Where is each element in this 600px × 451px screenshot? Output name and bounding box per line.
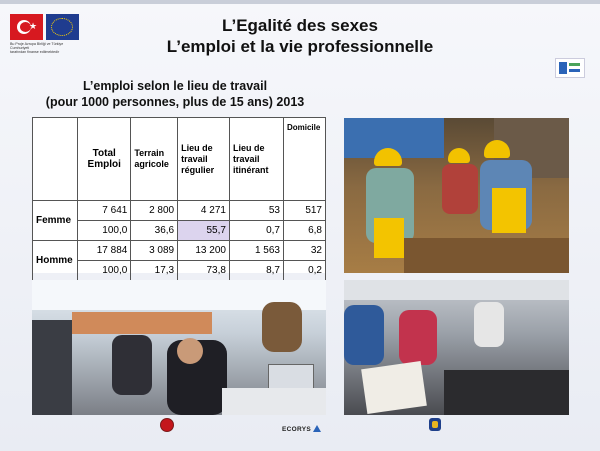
employment-table-wrap (32, 117, 326, 276)
flags-logo (10, 14, 82, 54)
slide-title (110, 15, 490, 57)
factory-worker-right-shape (474, 302, 504, 347)
factory-worker-left-shape (344, 305, 384, 365)
factory-worker-mid-shape (399, 310, 437, 365)
cell-femme-pct-terrain: 36,6 (131, 221, 178, 241)
photo-women-agriculture (344, 118, 569, 273)
cell-homme-pct-itinerant: 8,7 (229, 261, 283, 281)
ecorys-label: ECORYS (282, 426, 312, 433)
office-person-mid-shape (112, 335, 152, 395)
cell-homme-total: 17 884 (78, 241, 131, 261)
cell-homme-terrain: 3 089 (131, 241, 178, 261)
office-person-left-shape (32, 320, 72, 415)
ecorys-logo (282, 425, 321, 433)
photo-office-workers (32, 280, 326, 415)
table-header-row (33, 118, 326, 201)
header-total-emploi: Total Emploi (78, 118, 131, 201)
header-domicile: Domicile (283, 118, 325, 201)
cell-femme-pct-itinerant: 0,7 (229, 221, 283, 241)
cell-homme-pct-domicile: 0,2 (283, 261, 325, 281)
employment-table (32, 117, 326, 281)
cell-femme-total: 7 641 (78, 201, 131, 221)
worker-left-apron-shape (374, 218, 404, 258)
top-bar (0, 0, 600, 4)
office-counters-shape (72, 312, 212, 334)
table-row (33, 241, 326, 261)
header-empty-cell (33, 118, 78, 201)
worker-right-apron-shape (492, 188, 526, 233)
eu-flag-icon (46, 14, 79, 40)
header-lieu-itinerant: Lieu de travail itinérant (229, 118, 283, 201)
worker-middle-shape (442, 164, 478, 214)
blue-emblem-logo-icon (429, 418, 441, 431)
header-terrain-agricole: Terrain agricole (131, 118, 178, 201)
cell-homme-itinerant: 1 563 (229, 241, 283, 261)
office-man-shape (262, 302, 302, 352)
office-desk-shape (222, 388, 326, 415)
soil-shape (404, 238, 569, 273)
turkey-flag-icon: ★ (10, 14, 43, 40)
cell-homme-regulier: 13 200 (178, 241, 230, 261)
cell-homme-pct-regulier: 73,8 (178, 261, 230, 281)
factory-sheet-shape (361, 361, 427, 414)
title-line-2: L’emploi et la vie professionnelle (166, 37, 434, 56)
cell-homme-pct-terrain: 17,3 (131, 261, 178, 281)
cell-femme-regulier: 4 271 (178, 201, 230, 221)
cell-homme-domicile: 32 (283, 241, 325, 261)
project-logo-icon (555, 58, 585, 78)
subtitle-line-1: L’emploi selon le lieu de travail (82, 79, 268, 93)
cell-femme-domicile: 517 (283, 201, 325, 221)
table-row (33, 201, 326, 221)
photo-factory-workers (344, 280, 569, 415)
row-label-homme: Homme (33, 241, 78, 281)
red-seal-logo-icon (160, 418, 174, 432)
ecorys-triangle-icon (313, 425, 321, 432)
cell-femme-terrain: 2 800 (131, 201, 178, 221)
subtitle-line-2: (pour 1000 personnes, plus de 15 ans) 2013 (45, 95, 305, 109)
row-label-femme: Femme (33, 201, 78, 241)
factory-ceiling-shape (344, 280, 569, 300)
factory-machinery-shape (444, 370, 569, 415)
header-lieu-regulier: Lieu de travail régulier (178, 118, 230, 201)
title-line-1: L’Egalité des sexes (222, 16, 378, 35)
flags-caption: Bu Proje Avrupa Birliği ve Türkiye Cumhuriyeti tarafından finanse edilmektedir (10, 42, 64, 54)
cell-femme-itinerant: 53 (229, 201, 283, 221)
cell-femme-pct-domicile: 6,8 (283, 221, 325, 241)
cell-femme-pct-total: 100,0 (78, 221, 131, 241)
cell-femme-pct-regulier-highlighted: 55,7 (178, 221, 230, 241)
hardhat-middle-icon (448, 148, 470, 163)
table-subtitle (20, 78, 330, 110)
cell-homme-pct-total: 100,0 (78, 261, 131, 281)
office-woman-head-shape (177, 338, 203, 364)
